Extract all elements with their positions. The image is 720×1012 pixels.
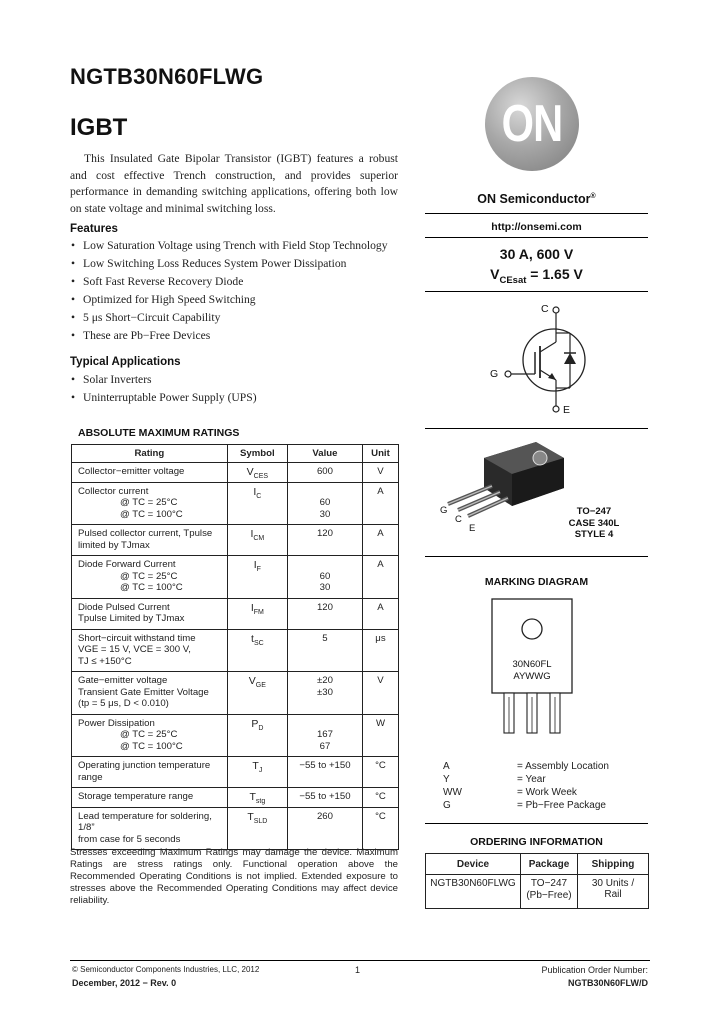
rating-text: Diode Forward Current <box>78 559 176 570</box>
ratings-table <box>71 444 399 850</box>
ratings-row <box>72 807 399 850</box>
rating-text: @ TC = 25°C <box>120 570 178 582</box>
col-value: Value <box>287 445 362 463</box>
value-cell <box>287 525 362 556</box>
value-text: 30 <box>319 582 331 593</box>
legend-code: Y <box>443 774 450 785</box>
rating-text: @ TC = 100°C <box>120 508 183 520</box>
symbol-main: I <box>253 485 257 498</box>
marking-line-2: AYWWG <box>513 671 551 682</box>
symbol-subscript: SLD <box>253 817 268 825</box>
rating-text: limited by TJmax <box>78 539 150 551</box>
rating-text: from case for 5 seconds <box>78 833 181 845</box>
brand-name <box>425 192 648 206</box>
rating-cell <box>72 807 228 850</box>
value-cell <box>287 463 362 483</box>
ordering-package-type: TO−247 <box>530 878 568 889</box>
package-pin-e: E <box>469 523 476 534</box>
rating-text: (tp = 5 μs, D < 0.010) <box>78 698 169 709</box>
symbol-cell <box>227 714 287 757</box>
symbol-subscript: stg <box>255 798 266 806</box>
unit-cell: A <box>362 482 398 525</box>
rating-cell <box>72 757 228 788</box>
ordering-heading: ORDERING INFORMATION <box>470 836 603 848</box>
rating-text: Gate−emitter voltage <box>78 675 168 686</box>
value-text: 120 <box>316 528 333 539</box>
divider <box>425 823 648 824</box>
rating-cell <box>72 629 228 672</box>
rating-text: Lead temperature for soldering, 1/8” <box>78 810 212 833</box>
value-text: 167 <box>316 729 333 740</box>
rating-text: Collector−emitter voltage <box>78 466 185 477</box>
rating-cell <box>72 788 228 808</box>
application-item: • Solar Inverters <box>70 371 400 389</box>
symbol-cell <box>227 598 287 629</box>
ordering-shipping: 30 Units / Rail <box>578 875 649 909</box>
symbol-cell <box>227 482 287 525</box>
unit-cell: A <box>362 525 398 556</box>
package-pin-c: C <box>455 514 462 525</box>
ratings-row <box>72 556 399 599</box>
value-text: ±30 <box>316 686 333 698</box>
value-text: ±20 <box>316 675 333 686</box>
symbol-subscript: C <box>256 492 262 500</box>
ratings-row <box>72 714 399 757</box>
footer-pub-number: NGTB30N60FLW/D <box>567 978 648 988</box>
rating-text: @ TC = 25°C <box>120 497 178 508</box>
unit-cell: A <box>362 598 398 629</box>
divider <box>425 237 648 238</box>
applications-list <box>70 371 400 407</box>
rating-cell <box>72 598 228 629</box>
ratings-row <box>72 598 399 629</box>
legend-desc: = Year <box>517 774 546 785</box>
unit-cell: V <box>362 672 398 715</box>
legend-code: G <box>443 800 451 811</box>
symbol-main: T <box>249 791 256 803</box>
ordering-package-note: (Pb−Free) <box>526 890 572 901</box>
col-rating: Rating <box>72 445 228 463</box>
feature-item: • Low Saturation Voltage using Trench with Field Stop Technology <box>70 237 400 255</box>
ordering-device: NGTB30N60FLWG <box>426 875 521 909</box>
symbol-subscript: F <box>256 566 261 574</box>
value-cell <box>287 629 362 672</box>
rating-text: @ TC = 100°C <box>120 582 183 593</box>
legend-row <box>443 773 609 786</box>
symbol-main: I <box>250 601 254 614</box>
value-cell <box>287 482 362 525</box>
divider <box>425 556 648 557</box>
rating-text: Collector current <box>78 485 149 497</box>
ratings-header-row <box>72 445 399 463</box>
ordering-header-row <box>426 854 649 875</box>
symbol-cell <box>227 525 287 556</box>
unit-cell: °C <box>362 788 398 808</box>
ratings-row <box>72 525 399 556</box>
rating-cell <box>72 482 228 525</box>
rating-text: @ TC = 25°C <box>120 729 178 740</box>
feature-item: • Low Switching Loss Reduces System Power Dissipation <box>70 255 400 273</box>
value-cell <box>287 788 362 808</box>
symbol-cell <box>227 672 287 715</box>
footer-pub-label: Publication Order Number: <box>541 965 648 975</box>
pin-g-label: G <box>490 368 499 380</box>
feature-item: • Optimized for High Speed Switching <box>70 291 400 309</box>
marking-legend <box>443 760 609 812</box>
col-symbol: Symbol <box>227 445 287 463</box>
legend-row <box>443 799 609 812</box>
value-cell <box>287 757 362 788</box>
symbol-main: t <box>251 632 254 645</box>
symbol-subscript: SC <box>253 639 264 647</box>
value-text: 5 <box>322 632 328 644</box>
package-type: TO−247 <box>576 506 612 517</box>
package-info <box>554 506 634 541</box>
symbol-cell <box>227 629 287 672</box>
value-text <box>294 559 356 571</box>
symbol-main: T <box>247 810 254 823</box>
ordering-row <box>426 875 649 909</box>
divider <box>425 428 648 429</box>
ratings-heading: ABSOLUTE MAXIMUM RATINGS <box>78 427 240 439</box>
symbol-subscript: GE <box>255 682 266 690</box>
symbol-main: P <box>251 717 259 730</box>
value-text: 30 <box>319 508 331 520</box>
ratings-row <box>72 463 399 483</box>
rating-text: TJ ≤ +150°C <box>78 655 132 667</box>
legend-desc: = Pb−Free Package <box>517 800 606 811</box>
feature-item: • Soft Fast Reverse Recovery Diode <box>70 273 400 291</box>
symbol-main: T <box>252 760 259 772</box>
legend-code: A <box>443 761 450 772</box>
value-cell <box>287 598 362 629</box>
symbol-cell <box>227 788 287 808</box>
spec-vce-symbol: V <box>490 266 500 282</box>
legend-code: WW <box>443 787 462 798</box>
value-text: 260 <box>316 810 333 822</box>
symbol-main: V <box>246 466 254 478</box>
symbol-cell <box>227 556 287 599</box>
rating-text: Storage temperature range <box>78 791 194 802</box>
divider <box>425 291 648 292</box>
rating-text: Short−circuit withstand time <box>78 632 196 644</box>
symbol-cell <box>227 757 287 788</box>
package-case: CASE 340L <box>568 517 620 529</box>
rating-text: @ TC = 100°C <box>120 740 183 752</box>
application-item: • Uninterruptable Power Supply (UPS) <box>70 389 400 407</box>
value-text: 120 <box>316 601 333 613</box>
unit-cell: W <box>362 714 398 757</box>
features-list <box>70 237 400 345</box>
rating-cell <box>72 525 228 556</box>
value-cell <box>287 807 362 850</box>
pin-c-label: C <box>541 303 549 315</box>
footer-divider <box>70 960 650 961</box>
spec-vce-value: = 1.65 V <box>526 266 583 282</box>
unit-cell: A <box>362 556 398 599</box>
rating-text: Power Dissipation <box>78 717 155 729</box>
igbt-schematic-symbol <box>480 300 600 420</box>
legend-desc: = Assembly Location <box>517 761 609 772</box>
symbol-subscript: J <box>258 767 263 775</box>
features-heading: Features <box>70 223 118 235</box>
rating-cell <box>72 463 228 483</box>
unit-cell: μs <box>362 629 398 672</box>
symbol-main: V <box>248 675 256 687</box>
ratings-row <box>72 757 399 788</box>
applications-heading: Typical Applications <box>70 356 181 368</box>
rating-text: Operating junction temperature <box>78 760 211 771</box>
footer-date: December, 2012 − Rev. 0 <box>72 978 177 988</box>
spec-current-voltage: 30 A, 600 V <box>499 246 574 262</box>
unit-cell: °C <box>362 757 398 788</box>
ratings-row <box>72 672 399 715</box>
package-style: STYLE 4 <box>574 529 614 540</box>
ratings-body <box>72 463 399 850</box>
feature-item: • These are Pb−Free Devices <box>70 327 400 345</box>
symbol-cell <box>227 463 287 483</box>
col-shipping: Shipping <box>578 854 649 875</box>
legend-row <box>443 786 609 799</box>
feature-item: • 5 μs Short−Circuit Capability <box>70 309 400 327</box>
symbol-main: I <box>253 559 257 571</box>
pin-e-label: E <box>563 404 571 416</box>
spec-vce-subscript: CEsat <box>499 274 527 286</box>
ratings-row <box>72 788 399 808</box>
website-link[interactable]: http://onsemi.com <box>491 221 582 233</box>
value-text: 60 <box>319 497 331 508</box>
col-package: Package <box>521 854 578 875</box>
value-cell <box>287 672 362 715</box>
ordering-package <box>521 875 578 909</box>
rating-cell <box>72 714 228 757</box>
rating-text: Tpulse Limited by TJmax <box>78 613 185 624</box>
value-text: −55 to +150 <box>299 791 351 802</box>
footer-copyright: © Semiconductor Components Industries, LLC, 2012 <box>72 965 260 974</box>
stress-note: Stresses exceeding Maximum Ratings may damage the device. Maximum Ratings are stress ratings only. Functional operation above the Recommended Operating Conditions is not implied. Extended exposure to stresses above the Recommended Operating Conditions may affect device reliability. <box>70 847 398 906</box>
value-cell <box>287 714 362 757</box>
symbol-subscript: FM <box>253 608 264 616</box>
value-text: 60 <box>319 570 331 582</box>
rating-cell <box>72 672 228 715</box>
intro-paragraph: This Insulated Gate Bipolar Transistor (IGBT) features a robust and cost effective Trench construction, and provides superior performance in demanding switching applications, offering both low on state voltage and minimal switching loss. <box>70 152 398 215</box>
symbol-subscript: D <box>258 724 264 732</box>
footer-page-number: 1 <box>355 965 361 975</box>
on-logo-text: ON <box>501 95 563 153</box>
rating-text: range <box>78 771 103 783</box>
value-text <box>294 718 356 730</box>
ratings-row <box>72 629 399 672</box>
symbol-main: I <box>250 528 254 540</box>
rating-text: Diode Pulsed Current <box>78 601 170 613</box>
symbol-subscript: CES <box>253 473 269 481</box>
symbol-cell <box>227 807 287 850</box>
marking-line-1: 30N60FL <box>512 659 552 670</box>
value-text <box>294 486 356 498</box>
marking-heading: MARKING DIAGRAM <box>484 576 589 588</box>
rating-text: Pulsed collector current, Tpulse <box>78 528 213 539</box>
rating-text: VGE = 15 V, VCE = 300 V, <box>78 644 191 655</box>
symbol-subscript: CM <box>253 535 265 543</box>
unit-cell: V <box>362 463 398 483</box>
package-pin-g: G <box>440 505 448 516</box>
registered-mark: ® <box>590 192 596 200</box>
divider <box>425 213 648 214</box>
brand-name-text: ON Semiconductor <box>477 192 591 206</box>
ratings-row <box>72 482 399 525</box>
unit-cell: °C <box>362 807 398 850</box>
value-text: 600 <box>316 466 333 477</box>
spec-vcesat <box>425 266 648 286</box>
col-device: Device <box>426 854 521 875</box>
device-type-heading: IGBT <box>70 114 128 141</box>
legend-desc: = Work Week <box>517 787 577 798</box>
rating-text: Transient Gate Emitter Voltage <box>78 686 209 698</box>
ordering-table <box>425 853 649 909</box>
part-number-title: NGTB30N60FLWG <box>70 64 264 89</box>
legend-row <box>443 760 609 773</box>
col-unit: Unit <box>362 445 398 463</box>
value-cell <box>287 556 362 599</box>
value-text: 67 <box>319 740 331 752</box>
rating-cell <box>72 556 228 599</box>
value-text: −55 to +150 <box>299 760 351 771</box>
